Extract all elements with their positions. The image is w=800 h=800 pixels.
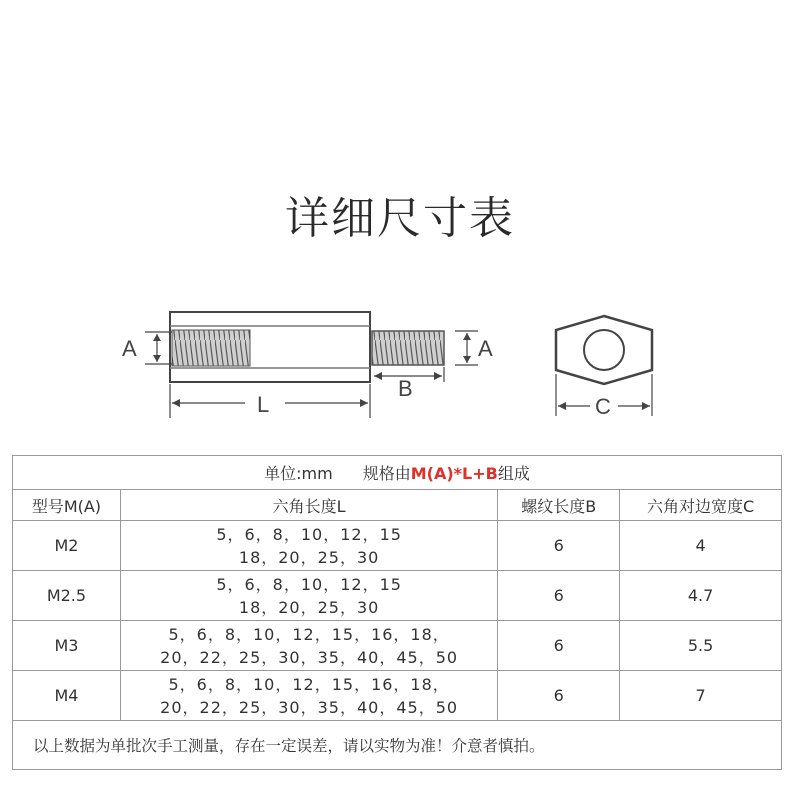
internal-thread — [172, 330, 250, 366]
cell-thread: 6 — [498, 521, 620, 571]
dim-a-left-label: A — [122, 336, 137, 361]
dim-c-label: C — [595, 394, 611, 419]
cell-model: M2 — [13, 521, 121, 571]
dim-l-label: L — [257, 392, 270, 417]
page-title: 详细尺寸表 — [285, 193, 515, 244]
table-row — [13, 671, 782, 721]
table-row — [13, 571, 782, 621]
col-header-model: 型号M(A) — [13, 490, 121, 521]
cell-length: 5，6，8，10，12，15 18，20，25，30 — [120, 521, 497, 571]
cell-model: M2.5 — [13, 571, 121, 621]
standoff-diagram — [0, 300, 800, 440]
column-header-row — [13, 490, 782, 521]
unit-text: 单位:mm — [264, 464, 333, 483]
cell-width: 4.7 — [620, 571, 782, 621]
cell-thread: 6 — [498, 571, 620, 621]
note-text: 以上数据为单批次手工测量，存在一定误差，请以实物为准！介意者慎拍。 — [13, 721, 782, 770]
cell-length: 5，6，8，10，12，15，16，18， 20，22，25，30，35，40，45，50 — [120, 671, 497, 721]
cell-thread: 6 — [498, 671, 620, 721]
cell-model: M4 — [13, 671, 121, 721]
note-row — [13, 721, 782, 770]
spec-table — [12, 455, 782, 770]
col-header-length: 六角长度L — [120, 490, 497, 521]
table-caption — [13, 456, 782, 490]
dim-a-right-label: A — [478, 336, 493, 361]
cell-model: M3 — [13, 621, 121, 671]
cell-width: 4 — [620, 521, 782, 571]
cell-length: 5，6，8，10，12，15 18，20，25，30 — [120, 571, 497, 621]
col-header-thread: 螺纹长度B — [498, 490, 620, 521]
dim-b-label: B — [398, 376, 413, 401]
spec-suffix: 组成 — [497, 464, 530, 483]
cell-thread: 6 — [498, 621, 620, 671]
table-row — [13, 621, 782, 671]
cell-width: 5.5 — [620, 621, 782, 671]
table-caption-row — [13, 456, 782, 490]
table-row — [13, 521, 782, 571]
spec-prefix: 规格由 — [362, 464, 411, 483]
external-thread — [372, 331, 444, 365]
hex-hole — [584, 330, 624, 370]
cell-width: 7 — [620, 671, 782, 721]
cell-length: 5，6，8，10，12，15，16，18， 20，22，25，30，35，40，45，50 — [120, 621, 497, 671]
col-header-width: 六角对边宽度C — [620, 490, 782, 521]
spec-formula: M(A)*L+B — [410, 464, 498, 483]
